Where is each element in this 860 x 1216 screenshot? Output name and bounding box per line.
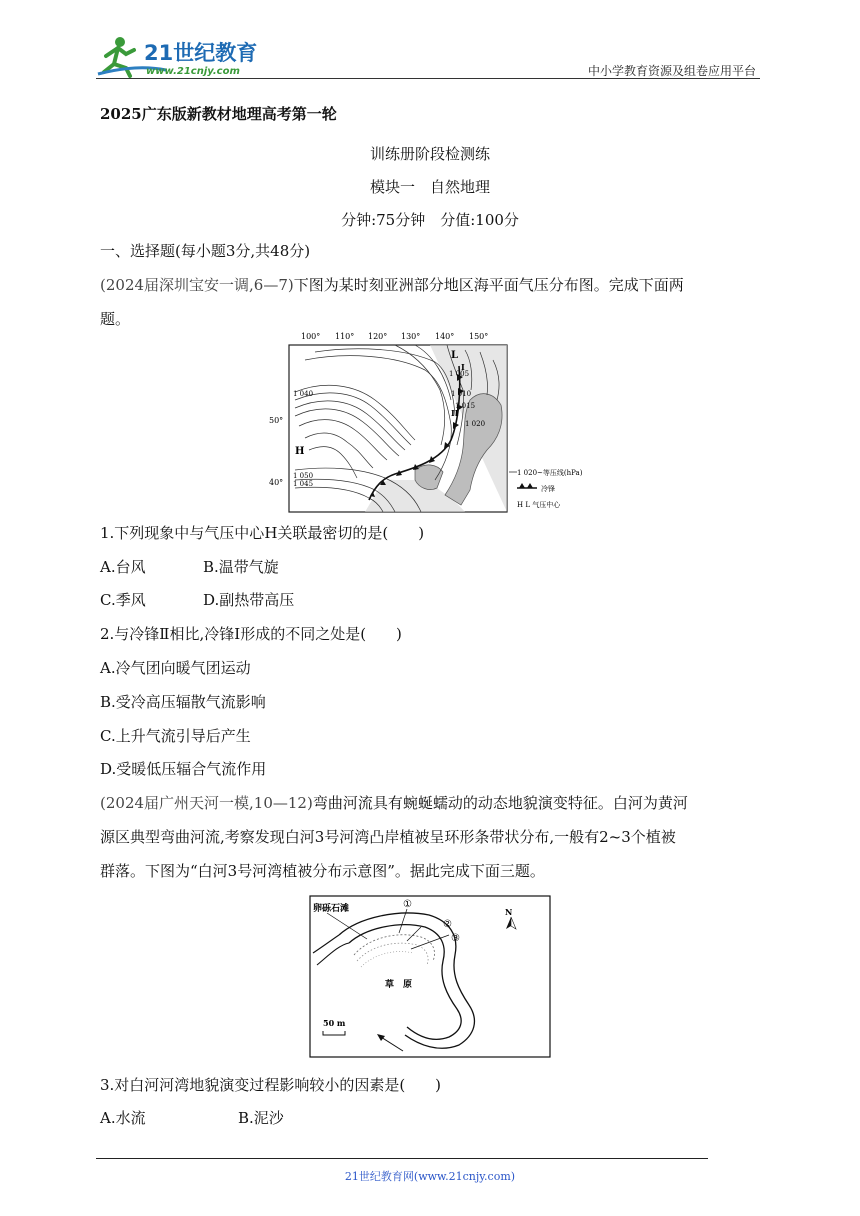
question-3-stem: 3.对白河河湾地貌演变过程影响较小的因素是( ) [100, 1076, 442, 1094]
header-divider [96, 78, 760, 79]
marker-3: ③ [451, 933, 460, 944]
question-1-stem: 1.下列现象中与气压中心H关联最密切的是( ) [100, 524, 425, 542]
gravel-beach-label: 卵砾石滩 [313, 904, 350, 914]
river-bend-map [309, 895, 551, 1058]
marker-1: ① [403, 899, 412, 910]
document-title: 2025广东版新教材地理高考第一轮 [100, 105, 337, 123]
lat-label: 50° [269, 416, 284, 425]
lon-label: 100° [301, 332, 321, 341]
legend-cold-front: 冷锋 [541, 485, 555, 493]
question-3-option-a: A.水流 [100, 1109, 146, 1127]
scale-label: 50 m [323, 1018, 346, 1028]
isobar-label: 1 015 [455, 402, 476, 410]
svg-text:www.21cnjy.com: www.21cnjy.com [146, 66, 240, 77]
lon-label: 150° [469, 332, 489, 341]
question-3-option-b: B.泥沙 [238, 1109, 284, 1127]
low-center-label: L [451, 350, 459, 361]
isobar-label: 1 050 [293, 472, 314, 480]
isobar-label: 1 010 [451, 390, 472, 398]
question-1-option-b: B.温带气旋 [203, 558, 279, 576]
passage-1-source: (2024届深圳宝安一调,6—7) [100, 276, 294, 294]
question-2-option-b: B.受冷高压辐散气流影响 [100, 693, 266, 711]
passage-2-line-3: 群落。下图为“白河3号河湾植被分布示意图”。据此完成下面三题。 [100, 862, 545, 880]
passage-2-source: (2024届广州天河一模,10—12) [100, 794, 313, 812]
lon-label: 140° [435, 332, 455, 341]
document-subtitle: 训练册阶段检测练 [369, 145, 490, 163]
question-1-option-d: D.副热带高压 [203, 591, 295, 609]
footer-divider [96, 1158, 708, 1159]
question-2-option-c: C.上升气流引导后产生 [100, 727, 251, 745]
question-1-option-a: A.台风 [100, 558, 146, 576]
question-2-option-d: D.受暖低压辐合气流作用 [100, 760, 267, 778]
time-score: 分钟:75分钟 分值:100分 [341, 211, 519, 229]
lon-label: 130° [401, 332, 421, 341]
platform-name: 中小学教育资源及组卷应用平台 [587, 64, 756, 78]
module-title: 模块一 自然地理 [369, 178, 490, 196]
north-label: N [505, 907, 513, 917]
question-2-option-a: A.冷气团向暖气团运动 [100, 659, 251, 677]
legend-pressure-center: H L 气压中心 [517, 501, 561, 509]
front-label-ii: II [451, 408, 459, 418]
passage-2-line-2: 源区典型弯曲河流,考察发现白河3号河湾凸岸植被呈环形条带状分布,一般有2~3个植被 [100, 828, 676, 846]
map-frame [310, 896, 550, 1057]
marker-2: ② [443, 919, 452, 930]
question-1-option-c: C.季风 [100, 591, 146, 609]
grassland-label: 草 原 [385, 980, 413, 990]
site-logo [96, 34, 266, 78]
svg-text:21世纪教育: 21世纪教育 [144, 41, 258, 65]
footer-text[interactable]: 21世纪教育网(www.21cnjy.com) [344, 1170, 516, 1183]
high-center-label: H [295, 446, 305, 457]
legend-isobar: 1 020~等压线(hPa) [517, 469, 583, 477]
passage-2-line-1: (2024届广州天河一模,10—12)弯曲河流具有蜿蜒蠕动的动态地貌演变特征。白河为黄河 [100, 794, 688, 812]
question-2-stem: 2.与冷锋Ⅱ相比,冷锋Ⅰ形成的不同之处是( ) [100, 625, 402, 643]
isobar-label: 1 020 [465, 420, 486, 428]
isobar-label: 1 045 [293, 480, 314, 488]
lat-label: 40° [269, 478, 284, 487]
isobar-label: 1 005 [449, 370, 470, 378]
section-heading: 一、选择题(每小题3分,共48分) [100, 242, 311, 260]
front-label-i: I [461, 362, 465, 372]
pressure-map [265, 330, 595, 518]
page-header [96, 34, 760, 80]
passage-1-line-2: 题。 [100, 310, 131, 328]
lon-label: 110° [335, 332, 355, 341]
passage-1-line-1: (2024届深圳宝安一调,6—7)下图为某时刻亚洲部分地区海平面气压分布图。完成下面两 [100, 276, 684, 294]
isobar-label: 1 040 [293, 390, 314, 398]
lon-label: 120° [368, 332, 388, 341]
